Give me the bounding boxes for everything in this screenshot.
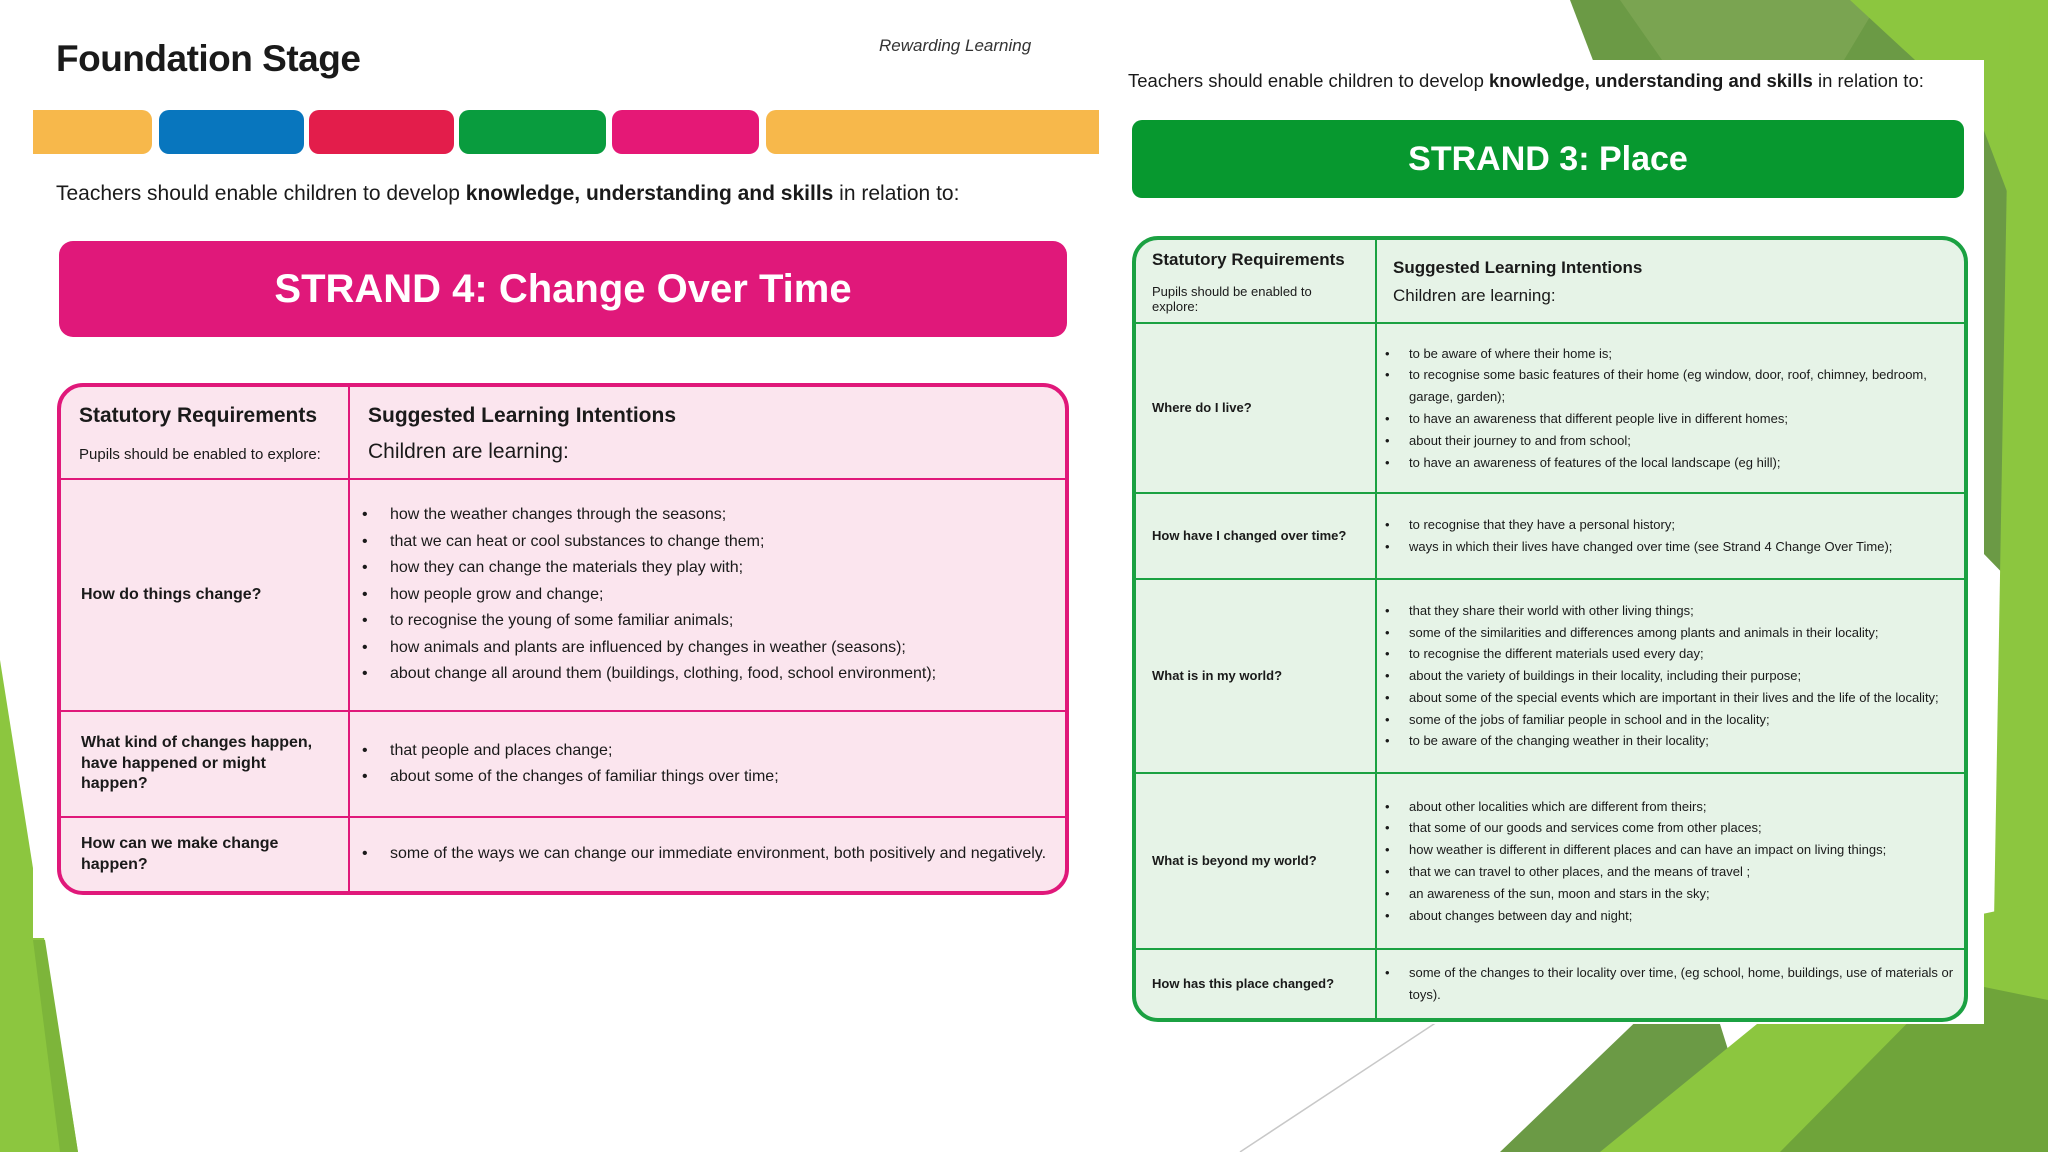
intentions-list [362, 841, 1051, 868]
intro-text [1128, 70, 1924, 92]
col-subheading-intentions: Children are learning: [368, 439, 569, 463]
intentions-cell [1376, 949, 1964, 1018]
table-header-row [1136, 240, 1964, 323]
intentions-cell [1376, 773, 1964, 949]
list-item: • about other localities which are different from theirs; [1385, 796, 1954, 818]
strand-3-table [1132, 236, 1968, 1022]
list-item: • that we can travel to other places, and the means of travel ; [1385, 861, 1954, 883]
col-subheading-intentions: Children are learning: [1393, 286, 1556, 305]
list-item: • to have an awareness of features of the local landscape (eg hill); [1385, 452, 1954, 474]
requirement-cell: What is beyond my world? [1136, 773, 1376, 949]
list-item: • about some of the special events which are important in their lives and the life of the locality; [1385, 687, 1954, 709]
requirement-cell: What is in my world? [1136, 579, 1376, 773]
strand-4-table [57, 383, 1069, 895]
tagline: Rewarding Learning [879, 36, 1032, 55]
list-item: • about the variety of buildings in their locality, including their purpose; [1385, 665, 1954, 687]
strand-3-page [1108, 60, 1984, 1024]
table-row [1136, 949, 1964, 1018]
table-row [61, 479, 1065, 711]
col-heading-intentions: Suggested Learning Intentions [1393, 258, 1643, 277]
col-subheading-requirements: Pupils should be enabled to explore: [1152, 284, 1312, 314]
col-heading-intentions: Suggested Learning Intentions [368, 403, 677, 427]
intentions-list [1385, 796, 1954, 927]
intentions-list [1385, 962, 1954, 1006]
page-title: Foundation Stage [56, 38, 361, 79]
intentions-list [362, 502, 1051, 688]
color-bar [766, 110, 1099, 154]
strand-4-title: STRAND 4: Change Over Time [274, 266, 852, 311]
list-item: • that they share their world with other living things; [1385, 600, 1954, 622]
list-item: • some of the ways we can change our immediate environment, both positively and negatively. [362, 841, 1051, 868]
requirement-cell: How has this place changed? [1136, 949, 1376, 1018]
col-subheading-requirements: Pupils should be enabled to explore: [79, 446, 321, 463]
list-item: • how the weather changes through the seasons; [362, 502, 1051, 529]
intentions-cell [1376, 323, 1964, 493]
list-item: • how they can change the materials they play with; [362, 555, 1051, 582]
table-row [1136, 323, 1964, 493]
table-row [1136, 493, 1964, 579]
list-item: • how weather is different in different places and can have an impact on living things; [1385, 839, 1954, 861]
intentions-cell [349, 711, 1065, 817]
intentions-list [1385, 600, 1954, 753]
list-item: • to recognise the different materials used every day; [1385, 643, 1954, 665]
intro-text-end: in relation to: [1812, 70, 1924, 91]
intentions-list [1385, 514, 1954, 558]
header-cell-requirements [61, 387, 349, 479]
list-item: • ways in which their lives have changed over time (see Strand 4 Change Over Time); [1385, 536, 1954, 558]
intro-text-bold: knowledge, understanding and skills [465, 182, 834, 205]
intro-text [56, 182, 959, 206]
intentions-list [362, 738, 1051, 791]
header-cell-requirements [1136, 240, 1376, 323]
intentions-cell [349, 817, 1065, 891]
requirement-cell: How do things change? [61, 479, 349, 711]
header-cell-intentions [349, 387, 1065, 479]
list-item: • some of the jobs of familiar people in school and in the locality; [1385, 709, 1954, 731]
strand-3-title: STRAND 3: Place [1408, 139, 1688, 178]
table-row [1136, 579, 1964, 773]
requirement-cell: How have I changed over time? [1136, 493, 1376, 579]
list-item: • an awareness of the sun, moon and stars in the sky; [1385, 883, 1954, 905]
list-item: • to recognise the young of some familiar animals; [362, 608, 1051, 635]
intro-text-start: Teachers should enable children to develop [56, 182, 466, 205]
foundation-stage-page [33, 0, 1101, 938]
header-cell-intentions [1376, 240, 1964, 323]
list-item: • that people and places change; [362, 738, 1051, 765]
list-item: • how people grow and change; [362, 582, 1051, 609]
list-item: • to be aware of where their home is; [1385, 343, 1954, 365]
intro-text-end: in relation to: [833, 182, 960, 205]
requirement-cell: What kind of changes happen, have happened or might happen? [61, 711, 349, 817]
list-item: • some of the changes to their locality over time, (eg school, home, buildings, use of materials or toys). [1385, 962, 1954, 1006]
col-heading-requirements: Statutory Requirements [1152, 250, 1345, 269]
color-bar-strip [33, 110, 1099, 154]
list-item: • that we can heat or cool substances to change them; [362, 529, 1051, 556]
table-header-row [61, 387, 1065, 479]
color-bar [33, 110, 152, 154]
intentions-cell [1376, 579, 1964, 773]
intentions-cell [1376, 493, 1964, 579]
list-item: • about some of the changes of familiar things over time; [362, 764, 1051, 791]
color-bar [612, 110, 759, 154]
list-item: • to be aware of the changing weather in their locality; [1385, 730, 1954, 752]
list-item: • how animals and plants are influenced by changes in weather (seasons); [362, 635, 1051, 662]
intro-text-start: Teachers should enable children to develop [1128, 70, 1489, 91]
list-item: • to recognise some basic features of their home (eg window, door, roof, chimney, bedroom, garage, garden); [1385, 364, 1954, 408]
table-row [61, 817, 1065, 891]
list-item: • about their journey to and from school; [1385, 430, 1954, 452]
intentions-list [1385, 343, 1954, 474]
color-bar [309, 110, 454, 154]
list-item: • to have an awareness that different people live in different homes; [1385, 408, 1954, 430]
color-bar [459, 110, 606, 154]
table-row [61, 711, 1065, 817]
table-row [1136, 773, 1964, 949]
requirement-cell: How can we make change happen? [61, 817, 349, 891]
list-item: • to recognise that they have a personal history; [1385, 514, 1954, 536]
intro-text-bold: knowledge, understanding and skills [1489, 70, 1813, 91]
col-heading-requirements: Statutory Requirements [79, 404, 318, 427]
requirement-cell: Where do I live? [1136, 323, 1376, 493]
color-bar [159, 110, 304, 154]
intentions-cell [349, 479, 1065, 711]
list-item: • that some of our goods and services come from other places; [1385, 817, 1954, 839]
strand-3-banner [1132, 120, 1964, 198]
list-item: • some of the similarities and differences among plants and animals in their locality; [1385, 622, 1954, 644]
strand-4-banner [59, 241, 1067, 337]
list-item: • about changes between day and night; [1385, 905, 1954, 927]
list-item: • about change all around them (buildings, clothing, food, school environment); [362, 661, 1051, 688]
